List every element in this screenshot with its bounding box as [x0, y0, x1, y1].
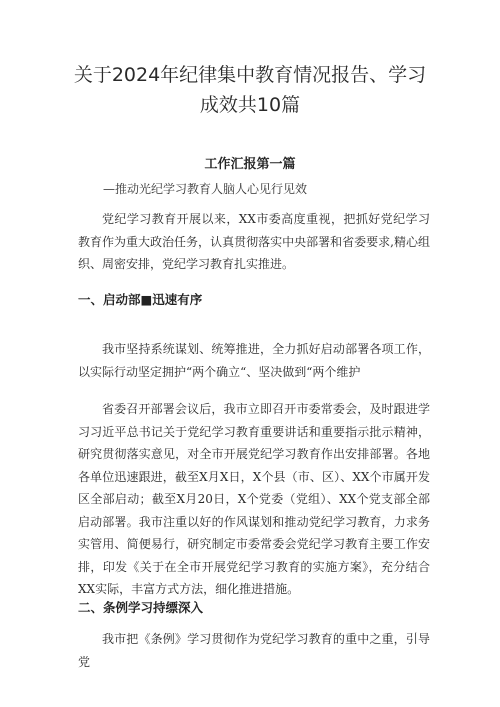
paragraph-regulation-study: 我市把《条例》学习贯彻作为党纪学习教育的重中之重，引导党: [78, 632, 430, 669]
heading-launch-deployment: 一、启动部■迅速有序: [78, 292, 203, 307]
paragraph-intro: 党纪学习教育开展以来，XX市委高度重视，把抓好党纪学习教育作为重大政治任务，认真贯彻落实中央部署和省委要求,精心组织、周密安排，党纪学习教育扎实推进。: [78, 212, 430, 271]
subtitle: —推动光纪学习教育人脑人心见行见效: [103, 182, 308, 196]
document-title-line-2: 成效共10篇: [199, 94, 301, 116]
section-title: 工作汇报第一篇: [204, 157, 296, 172]
heading-regulation-study: 二、条例学习持缥深入: [78, 600, 204, 615]
paragraph-system-planning: 我市坚持系统谋划、统筹推进，全力抓好启动部署各项工作，以实际行动坚定拥护“两个确立“、坚决做到“两个维护: [78, 342, 430, 379]
document-title-line-1: 关于2024年纪律集中教育情况报告、学习: [73, 64, 427, 86]
paragraph-provincial-meeting: 省委召开部署会议后，我市立即召开市委常委会，及时跟进学习习近平总书记关于党纪学习教育重要讲话和重要指示批示精神，研究贯彻落实意见，对全市开展党纪学习教育作出安排部署。各地各单位迅速跟进，截至X月X日，X个县（市、区）、XX个市属开发区全部启动；截至X月20日，X个党委（党组）、XX个党支部全部启动部署。我市注重以好的作风谋划和推动党纪学习教育，力求务实管用、简便易行，研究制定市委常委会党纪学习教育主要工作安排，印发《关于在全市开展党纪学习教育的实施方案》，充分结合XX实际，丰富方式方法，细化推进措施。: [78, 402, 430, 596]
